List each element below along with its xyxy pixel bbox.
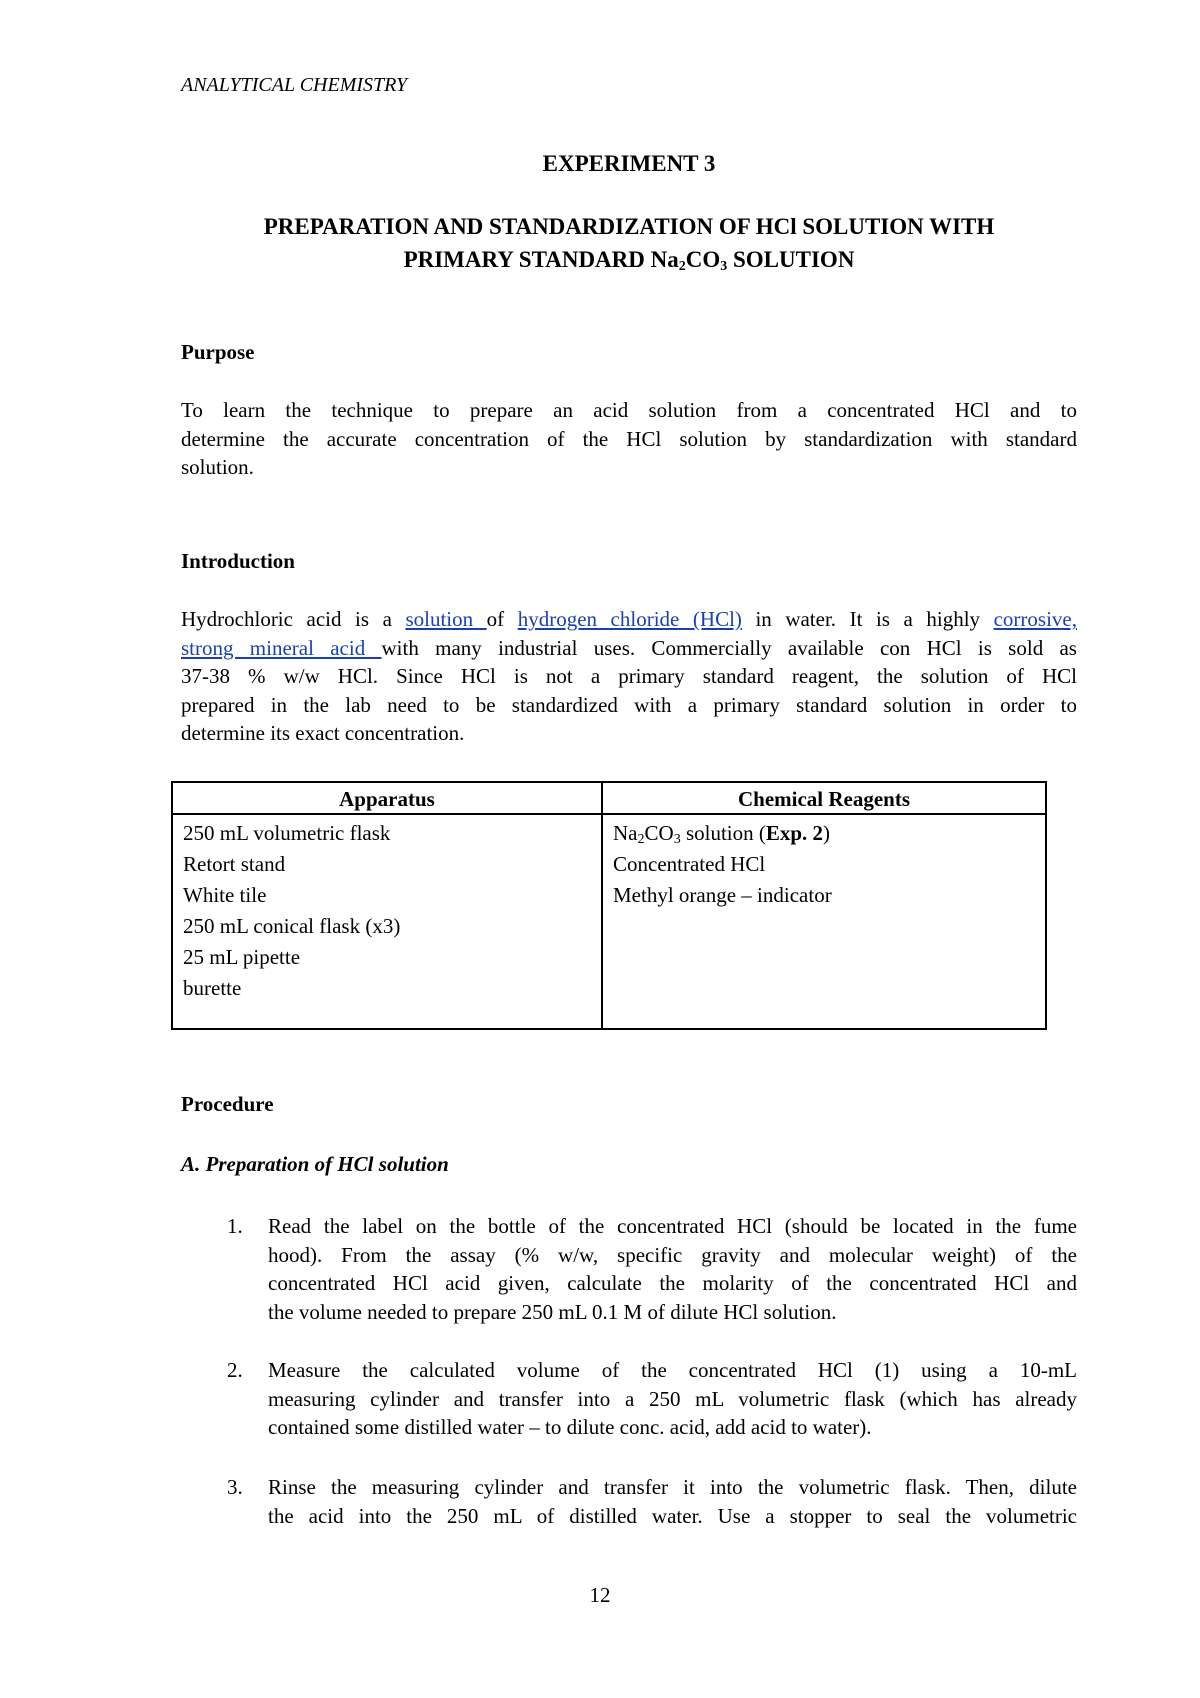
step-line: Rinse the measuring cylinder and transfer it into the volumetric flask. Then, dilute [268,1475,1077,1499]
step-line: concentrated HCl acid given, calculate the molarity of the concentrated HCl and [268,1271,1077,1295]
introduction-line: determine its exact concentration. [181,721,465,745]
apparatus-cell [172,814,602,1029]
reagent-item: Concentrated HCl [613,852,766,876]
introduction-paragraph [181,605,1077,748]
chemical-reagents-header: Chemical Reagents [602,782,1046,814]
procedure-subheading: A. Preparation of HCl solution [181,1152,449,1176]
running-header: ANALYTICAL CHEMISTRY [181,74,408,96]
purpose-line: To learn the technique to prepare an acid solution from a concentrated HCl and to [181,398,1077,422]
procedure-heading: Procedure [181,1092,274,1116]
apparatus-reagents-table [171,781,1047,1030]
corrosive-link[interactable]: corrosive, [993,607,1077,631]
solution-link[interactable]: solution [405,607,487,631]
step-text [268,1356,1077,1442]
introduction-line: Hydrochloric acid is a solution of hydrogen chloride (HCl) in water. It is a highly corrosive, [181,607,1077,631]
apparatus-item: White tile [183,883,267,907]
purpose-line: solution. [181,455,254,479]
step-line: Read the label on the bottle of the concentrated HCl (should be located in the fume [268,1214,1077,1238]
experiment-title-line-2: PRIMARY STANDARD $Na_2CO_3$ SOLUTION [403,247,855,274]
hydrogen-chloride-link[interactable]: hydrogen chloride (HCl) [517,607,742,631]
reagent-item: Methyl orange – indicator [613,883,832,907]
step-line: the volume needed to prepare 250 mL 0.1 M of dilute HCl solution. [268,1299,837,1324]
introduction-line: 37-38 % w/w HCl. Since HCl is not a primary standard reagent, the solution of HCl [181,664,1077,688]
step-line: hood). From the assay (% w/w, specific gravity and molecular weight) of the [268,1242,1077,1267]
step-number: 1. [227,1214,243,1238]
apparatus-item: Retort stand [183,852,286,876]
introduction-heading: Introduction [181,549,295,573]
experiment-title-line-1: PREPARATION AND STANDARDIZATION OF HCl SOLUTION WITH [263,214,995,239]
apparatus-item: 250 mL volumetric flask [183,821,391,845]
step-number: 3. [227,1475,243,1499]
step-line: the acid into the 250 mL of distilled water. Use a stopper to seal the volumetric [268,1503,1077,1528]
step-line: measuring cylinder and transfer into a 250 mL volumetric flask (which has already [268,1386,1077,1411]
page-number: 12 [589,1583,611,1607]
apparatus-item: burette [183,976,242,1000]
step-line: contained some distilled water – to dilute conc. acid, add acid to water). [268,1415,872,1439]
purpose-line: determine the accurate concentration of the HCl solution by standardization with standard [181,426,1077,451]
step-number: 2. [227,1358,243,1382]
purpose-heading: Purpose [181,340,255,364]
step-line: Measure the calculated volume of the concentrated HCl (1) using a 10-mL [268,1358,1077,1382]
apparatus-item: 25 mL pipette [183,945,301,969]
experiment-number: EXPERIMENT 3 [542,151,716,176]
strong-mineral-acid-link[interactable]: strong mineral acid [181,635,382,660]
purpose-paragraph [181,396,1077,482]
introduction-line: strong mineral acid with many industrial uses. Commercially available con HCl is sold as [181,635,1077,660]
reagent-item: $Na_2CO_3$ solution (Exp. 2) [613,821,831,847]
step-text [268,1473,1077,1530]
apparatus-header: Apparatus [172,782,602,814]
introduction-line: prepared in the lab need to be standardized with a primary standard solution in order to [181,692,1077,717]
reagents-cell [602,814,1046,1029]
step-text [268,1212,1077,1326]
apparatus-item: 250 mL conical flask (x3) [183,914,401,938]
